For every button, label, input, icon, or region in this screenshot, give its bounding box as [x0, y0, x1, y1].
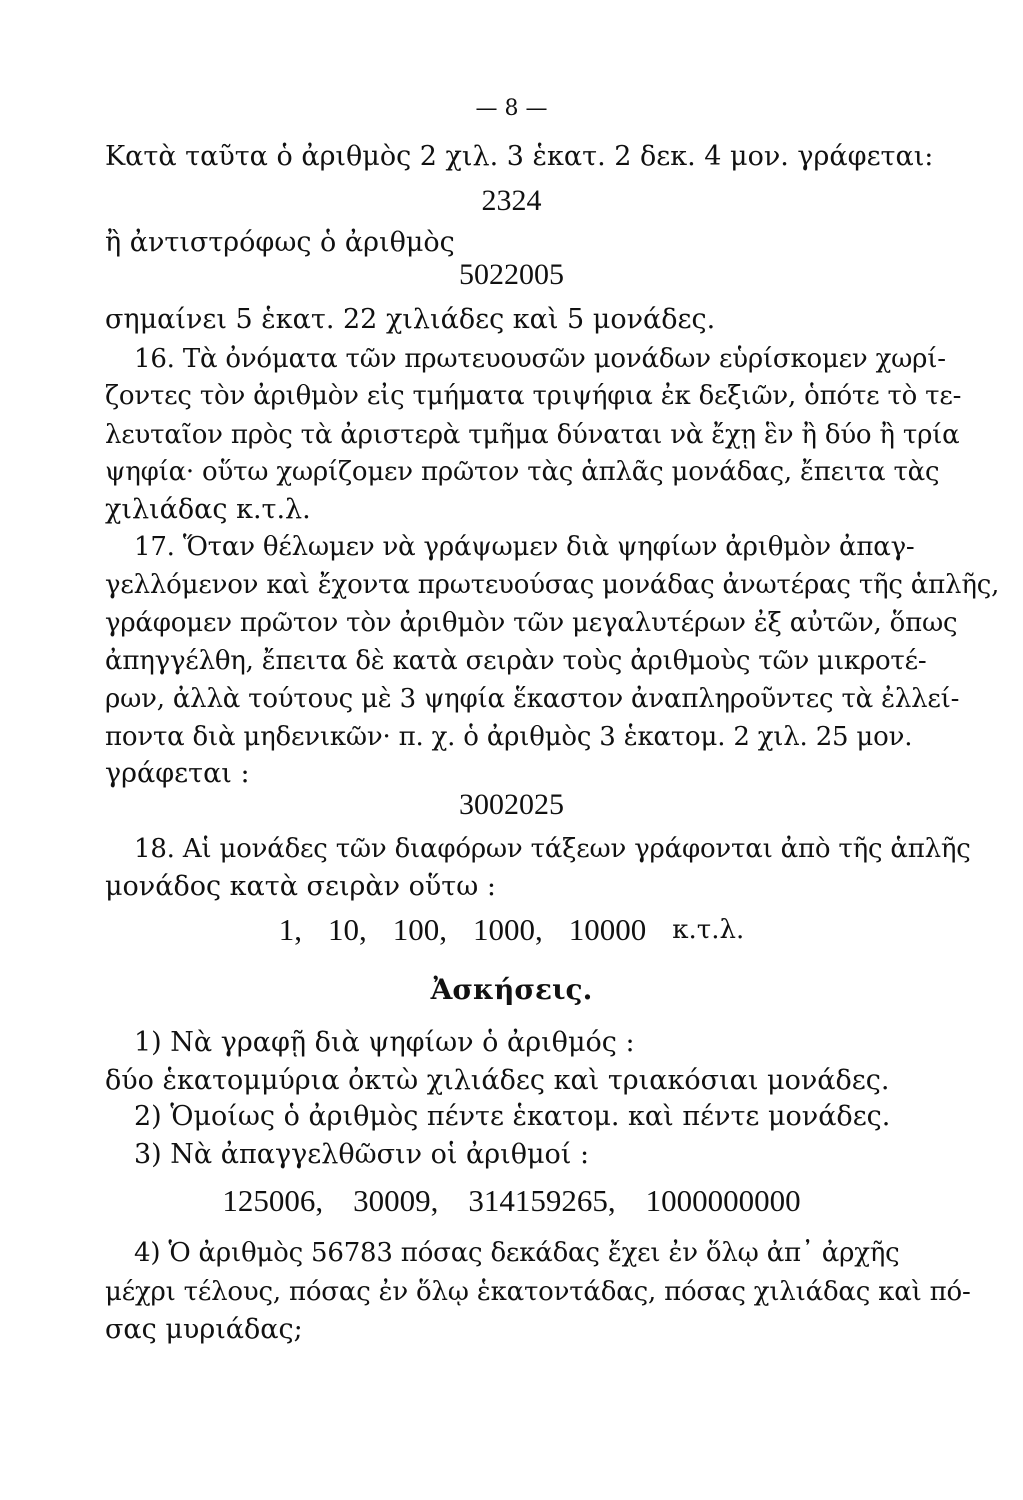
exercise-1-line: 1) Νὰ γραφῇ διὰ ψηφίων ὁ ἀριθμός : — [134, 1027, 635, 1058]
text-line: ἢ ἀντιστρόφως ὁ ἀριθμὸς — [105, 227, 455, 258]
text-line: σημαίνει 5 ἑκατ. 22 χιλιάδες καὶ 5 μονάδες. — [105, 304, 716, 335]
paragraph-18-line: μονάδος κατὰ σειρὰν οὕτω : — [105, 871, 496, 902]
number-item: 125006, — [222, 1183, 324, 1218]
number-item: 314159265, — [468, 1183, 616, 1218]
number-display: 3002025 — [459, 788, 564, 821]
paragraph-16-line: ψηφία· οὕτω χωρίζομεν πρῶτον τὰς ἁπλᾶς μονάδας, ἔπειτα τὰς — [105, 457, 940, 487]
page-number: — 8 — — [475, 96, 548, 121]
paragraph-18-line: 18. Αἱ μονάδες τῶν διαφόρων τάξεων γράφονται ἀπὸ τῆς ἁπλῆς — [134, 834, 971, 864]
series-item: 1, — [278, 912, 303, 947]
paragraph-16-line: χιλιάδας κ.τ.λ. — [105, 494, 311, 525]
series-item: κ.τ.λ. — [672, 915, 745, 945]
exercise-4-line: σας μυριάδας; — [105, 1314, 303, 1345]
paragraph-16-line: ζοντες τὸν ἀριθμὸν εἰς τμήματα τριψήφια ἐκ δεξιῶν, ὁπότε τὸ τε- — [105, 381, 962, 411]
numbers-to-read — [0, 1184, 1023, 1218]
paragraph-17-line: 17. Ὅταν θέλωμεν νὰ γράψωμεν διὰ ψηφίων ἀριθμὸν ἀπαγ- — [134, 532, 915, 562]
paragraph-17-line: γράφομεν πρῶτον τὸν ἀριθμὸν τῶν μεγαλυτέρων ἐξ αὐτῶν, ὅπως — [105, 608, 958, 638]
exercise-2-line: 2) Ὁμοίως ὁ ἀριθμὸς πέντε ἑκατομ. καὶ πέντε μονάδες. — [134, 1101, 891, 1132]
exercise-4-line: 4) Ὁ ἀριθμὸς 56783 πόσας δεκάδας ἔχει ἐν ὅλῳ ἀπ᾿ ἀρχῆς — [134, 1238, 900, 1268]
exercise-1-line: δύο ἑκατομμύρια ὀκτὼ χιλιάδες καὶ τριακόσιαι μονάδες. — [105, 1065, 890, 1096]
series-item: 1000, — [473, 912, 543, 947]
text-line: Κατὰ ταῦτα ὁ ἀριθμὸς 2 χιλ. 3 ἑκατ. 2 δεκ. 4 μον. γράφεται: — [105, 141, 934, 172]
number-item: 1000000000 — [645, 1183, 801, 1218]
paragraph-17-line: ἀπηγγέλθη, ἔπειτα δὲ κατὰ σειρὰν τοὺς ἀριθμοὺς τῶν μικροτέ- — [105, 646, 927, 676]
number-item: 30009, — [353, 1183, 439, 1218]
paragraph-16-line: 16. Τὰ ὀνόματα τῶν πρωτευουσῶν μονάδων εὑρίσκομεν χωρί- — [134, 344, 946, 374]
unit-series — [0, 913, 1023, 947]
paragraph-17-line: γράφεται : — [105, 758, 250, 789]
exercises-heading: Ἀσκήσεις. — [430, 973, 593, 1006]
number-display: 2324 — [481, 184, 542, 217]
exercise-4-line: μέχρι τέλους, πόσας ἐν ὅλῳ ἑκατοντάδας, πόσας χιλιάδας καὶ πό- — [105, 1277, 971, 1307]
series-item: 100, — [392, 912, 448, 947]
exercise-3-line: 3) Νὰ ἀπαγγελθῶσιν οἱ ἀριθμοί : — [134, 1139, 590, 1170]
paragraph-16-line: λευταῖον πρὸς τὰ ἀριστερὰ τμῆμα δύναται νὰ ἔχῃ ἓν ἢ δύο ἢ τρία — [105, 420, 960, 450]
paragraph-17-line: ρων, ἀλλὰ τούτους μὲ 3 ψηφία ἕκαστον ἀναπληροῦντες τὰ ἐλλεί- — [105, 684, 960, 714]
paragraph-17-line: ποντα διὰ μηδενικῶν· π. χ. ὁ ἀριθμὸς 3 ἑκατομ. 2 χιλ. 25 μον. — [105, 722, 913, 752]
number-display: 5022005 — [459, 258, 564, 291]
series-item: 10, — [328, 912, 367, 947]
series-item: 10000 — [568, 912, 647, 947]
paragraph-17-line: γελλόμενον καὶ ἔχοντα πρωτευούσας μονάδας ἀνωτέρας τῆς ἁπλῆς, — [105, 570, 1000, 600]
